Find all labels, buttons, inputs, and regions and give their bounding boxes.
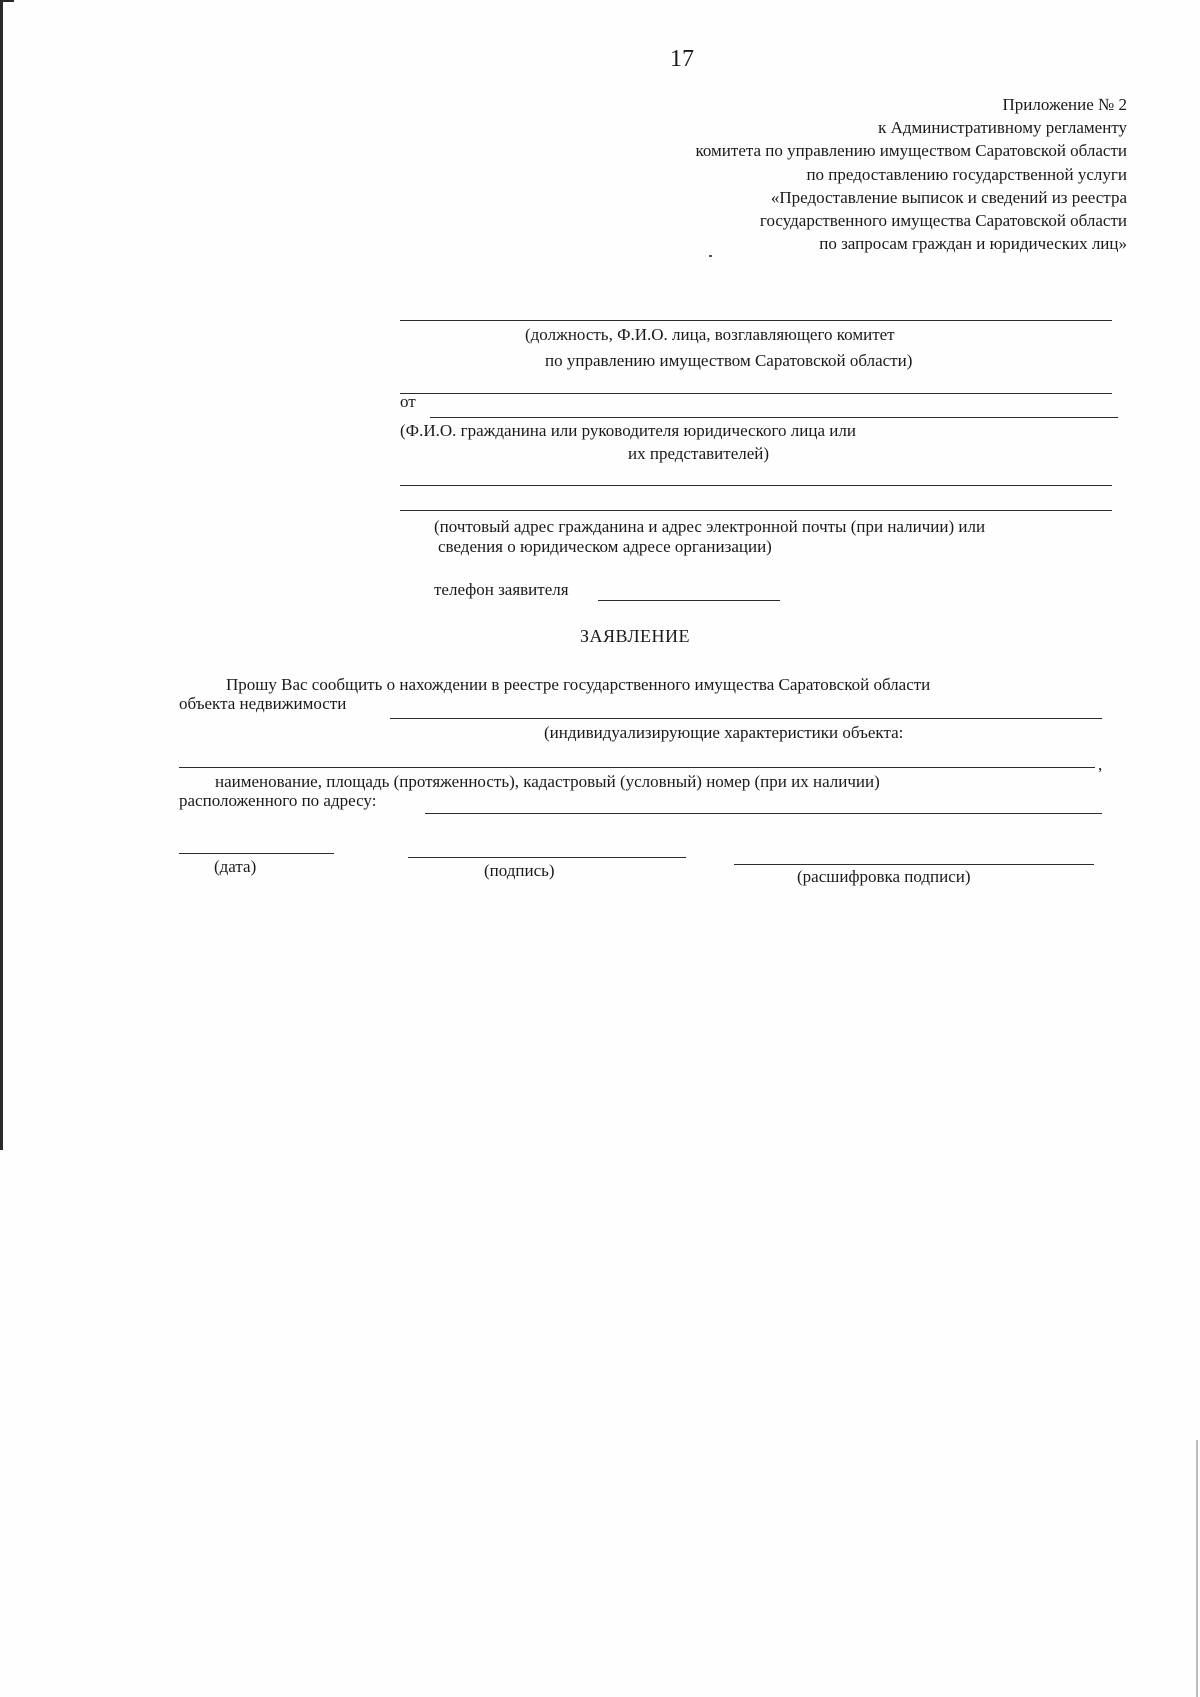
scan-edge-right bbox=[1196, 1440, 1198, 1697]
scan-edge-left bbox=[0, 0, 3, 1150]
header-line-7: по запросам граждан и юридических лиц» bbox=[819, 234, 1127, 253]
request-text: Прошу Вас сообщить о нахождении в реестре государственного имущества Саратовской области bbox=[226, 675, 931, 694]
address-caption-1: (почтовый адрес гражданина и адрес электронной почты (при наличии) или bbox=[434, 517, 986, 536]
scan-speck bbox=[709, 255, 712, 257]
addressee-extra-line[interactable] bbox=[400, 393, 1112, 394]
object-caption-2: наименование, площадь (протяженность), кадастровый (условный) номер (при их наличии) bbox=[215, 772, 880, 791]
from-label: от bbox=[400, 392, 416, 411]
signature-decoding-line[interactable] bbox=[734, 864, 1094, 865]
applicant-caption-1: (Ф.И.О. гражданина или руководителя юридического лица или bbox=[400, 421, 856, 440]
object-details-line[interactable] bbox=[179, 767, 1095, 768]
header-line-1: Приложение № 2 bbox=[1002, 95, 1127, 114]
page-number: 17 bbox=[670, 46, 694, 72]
header-line-5: «Предоставление выписок и сведений из реестра bbox=[770, 188, 1127, 207]
object-caption: (индивидуализирующие характеристики объекта: bbox=[544, 723, 904, 742]
address-label: расположенного по адресу: bbox=[179, 791, 377, 810]
signature-caption: (подпись) bbox=[484, 861, 555, 880]
header-line-3: комитета по управлению имуществом Саратовской области bbox=[695, 141, 1127, 160]
addressee-position-line[interactable] bbox=[400, 320, 1112, 321]
phone-line[interactable] bbox=[598, 600, 780, 601]
date-caption: (дата) bbox=[214, 857, 257, 876]
object-line[interactable] bbox=[390, 718, 1102, 719]
header-line-6: государственного имущества Саратовской области bbox=[759, 211, 1127, 230]
scan-edge-corner bbox=[0, 0, 14, 2]
header-line-4: по предоставлению государственной услуги bbox=[806, 165, 1127, 184]
address-line-2[interactable] bbox=[400, 510, 1112, 511]
statement-title: ЗАЯВЛЕНИЕ bbox=[580, 626, 691, 646]
address-line-1[interactable] bbox=[400, 485, 1112, 486]
applicant-caption-2: их представителей) bbox=[628, 444, 770, 463]
addressee-caption-2: по управлению имуществом Саратовской области) bbox=[545, 351, 913, 370]
address-caption-2: сведения о юридическом адресе организации) bbox=[438, 537, 772, 556]
object-label: объекта недвижимости bbox=[179, 694, 347, 713]
signature-line[interactable] bbox=[408, 857, 686, 858]
date-line[interactable] bbox=[179, 853, 334, 854]
object-address-line[interactable] bbox=[425, 813, 1102, 814]
signature-decoding-caption: (расшифровка подписи) bbox=[797, 867, 971, 886]
header-line-2: к Административному регламенту bbox=[878, 118, 1127, 137]
object-details-comma: , bbox=[1098, 755, 1103, 774]
addressee-caption-1: (должность, Ф.И.О. лица, возглавляющего комитет bbox=[525, 325, 895, 344]
applicant-name-line[interactable] bbox=[430, 417, 1118, 418]
phone-label: телефон заявителя bbox=[434, 580, 569, 599]
